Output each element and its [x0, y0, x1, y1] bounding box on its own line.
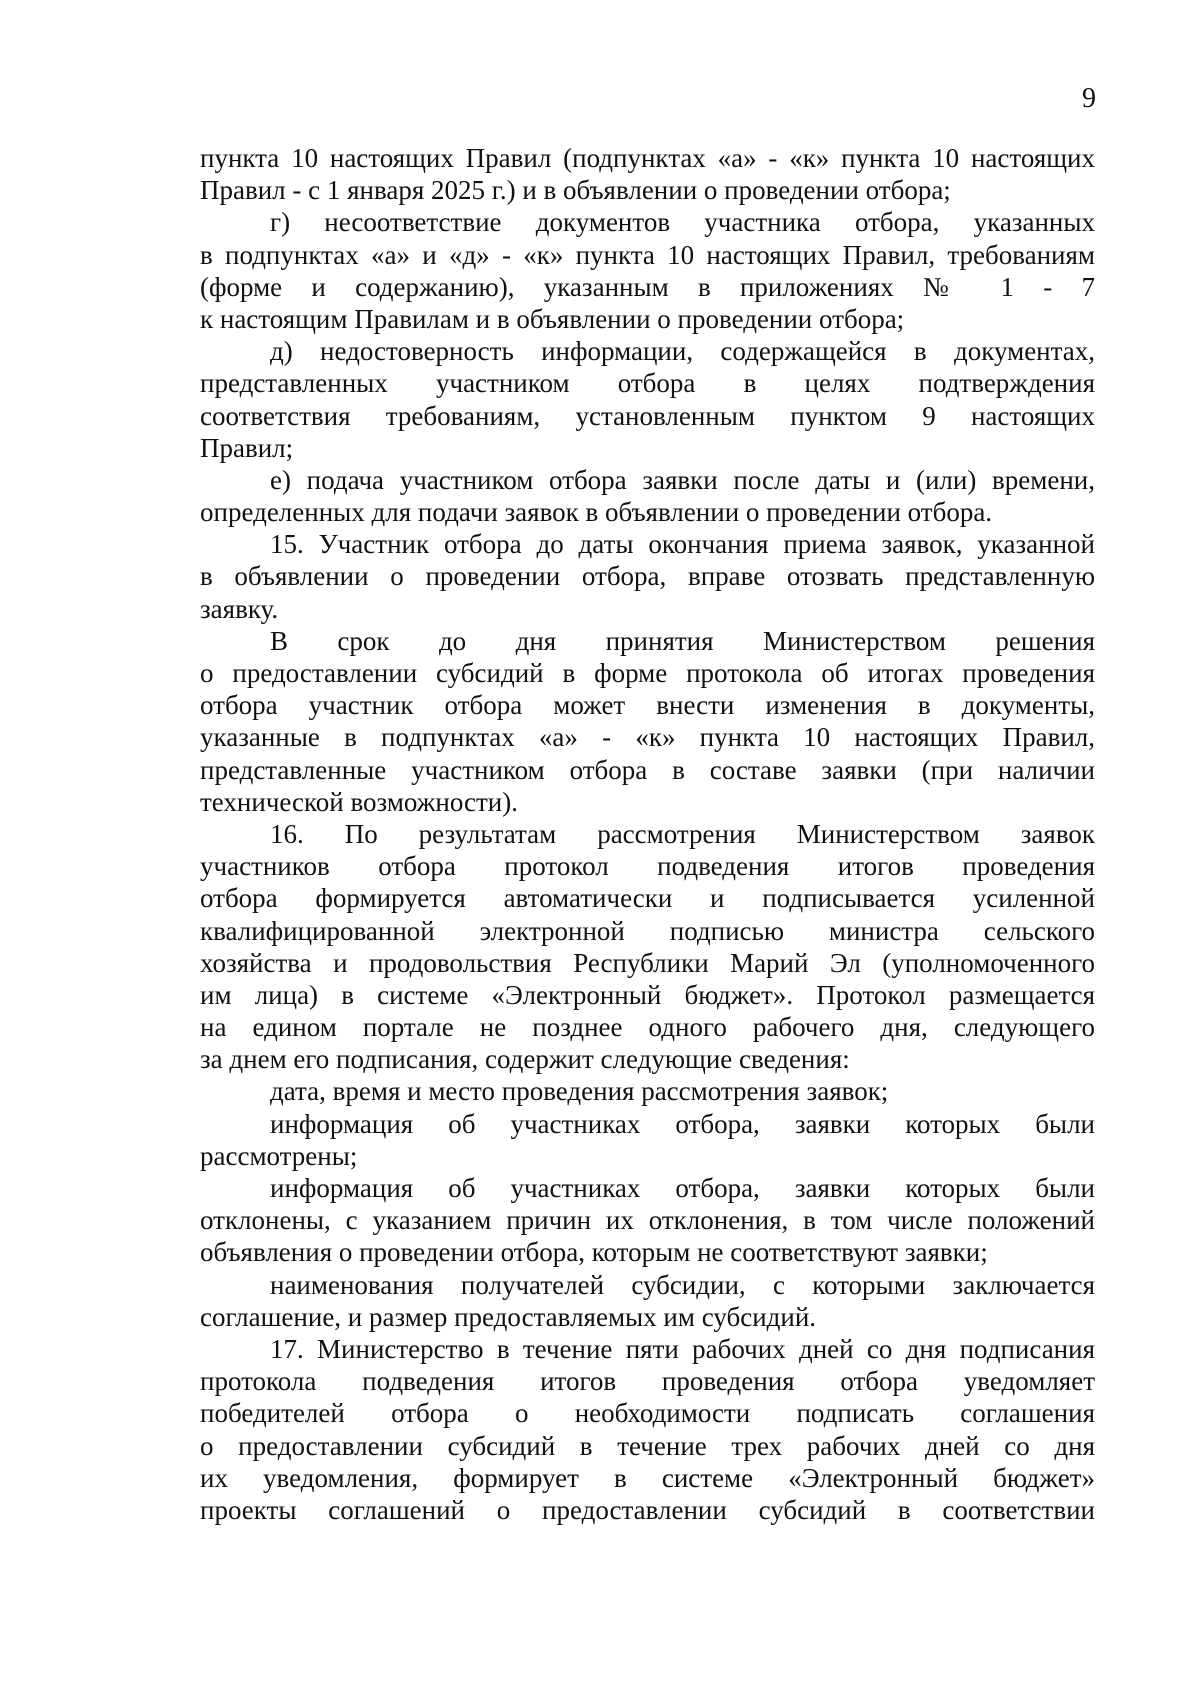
text-line: о предоставлении субсидий в форме протокола об итогах проведения: [200, 658, 1095, 688]
text-line: соответствия требованиям, установленным пунктом 9 настоящих: [200, 400, 1095, 431]
text-line: заявку.: [200, 593, 279, 624]
text-line: проекты соглашений о предоставлении субсидий в соответствии: [200, 1494, 1095, 1525]
text-line: (форме и содержанию), указанным в приложениях № 1 - 7: [200, 271, 1095, 302]
text-line: наименования получателей субсидии, с которыми заключается: [270, 1269, 1095, 1300]
text-line: дата, время и место проведения рассмотрения заявок;: [270, 1076, 889, 1107]
text-line: технической возможности).: [200, 786, 519, 817]
text-line: г) несоответствие документов участника отбора, указанных: [270, 207, 1095, 238]
text-line: квалифицированной электронной подписью министра сельского: [200, 915, 1095, 946]
text-line: участников отбора протокол подведения итогов проведения: [200, 851, 1095, 882]
text-line: информация об участниках отбора, заявки которых были: [270, 1108, 1095, 1139]
text-line: отбора формируется автоматически и подписывается усиленной: [200, 883, 1095, 914]
text-line: Правил;: [200, 432, 294, 463]
text-line: в объявлении о проведении отбора, вправе отозвать представленную: [200, 561, 1095, 592]
text-line: е) подача участником отбора заявки после даты и (или) времени,: [270, 464, 1095, 495]
text-line: соглашение, и размер предоставляемых им субсидий.: [200, 1301, 817, 1332]
text-line: о предоставлении субсидий в течение трех рабочих дней со дня: [200, 1430, 1095, 1461]
text-line: отбора участник отбора может внести изменения в документы,: [200, 690, 1095, 721]
text-line: хозяйства и продовольствия Республики Марий Эл (уполномоченного: [200, 947, 1095, 978]
text-line: рассмотрены;: [200, 1140, 358, 1171]
text-line: Правил - с 1 января 2025 г.) и в объявлении о проведении отбора;: [200, 175, 951, 206]
text-line: указанные в подпунктах «а» - «к» пункта 10 настоящих Правил,: [200, 722, 1095, 753]
text-line: пункта 10 настоящих Правил (подпунктах «а» - «к» пункта 10 настоящих: [200, 143, 1095, 173]
text-line: их уведомления, формирует в системе «Электронный бюджет»: [200, 1462, 1095, 1493]
page-number: 9: [1082, 83, 1096, 114]
text-line: победителей отбора о необходимости подписать соглашения: [200, 1398, 1095, 1429]
text-line: представленные участником отбора в составе заявки (при наличии: [200, 754, 1095, 785]
text-line: протокола подведения итогов проведения отбора уведомляет: [200, 1366, 1095, 1397]
text-line: 17. Министерство в течение пяти рабочих дней со дня подписания: [270, 1333, 1095, 1364]
text-line: к настоящим Правилам и в объявлении о проведении отбора;: [200, 303, 905, 334]
text-line: представленных участником отбора в целях подтверждения: [200, 368, 1095, 399]
text-line: 15. Участник отбора до даты окончания приема заявок, указанной: [270, 529, 1095, 560]
text-line: объявления о проведении отбора, которым не соответствуют заявки;: [200, 1237, 988, 1268]
text-line: на едином портале не позднее одного рабочего дня, следующего: [200, 1012, 1095, 1043]
text-line: информация об участниках отбора, заявки которых были: [270, 1173, 1095, 1203]
text-line: им лица) в системе «Электронный бюджет». Протокол размещается: [200, 979, 1095, 1010]
document-body: [200, 142, 1095, 1526]
text-line: за днем его подписания, содержит следующие сведения:: [200, 1044, 850, 1075]
text-line: В срок до дня принятия Министерством решения: [270, 625, 1095, 656]
text-line: отклонены, с указанием причин их отклонения, в том числе положений: [200, 1205, 1095, 1236]
text-line: д) недостоверность информации, содержащейся в документах,: [270, 336, 1095, 367]
text-line: определенных для подачи заявок в объявлении о проведении отбора.: [200, 497, 993, 528]
text-line: 16. По результатам рассмотрения Министерством заявок: [270, 818, 1095, 849]
text-line: в подпунктах «а» и «д» - «к» пункта 10 настоящих Правил, требованиям: [200, 239, 1095, 270]
